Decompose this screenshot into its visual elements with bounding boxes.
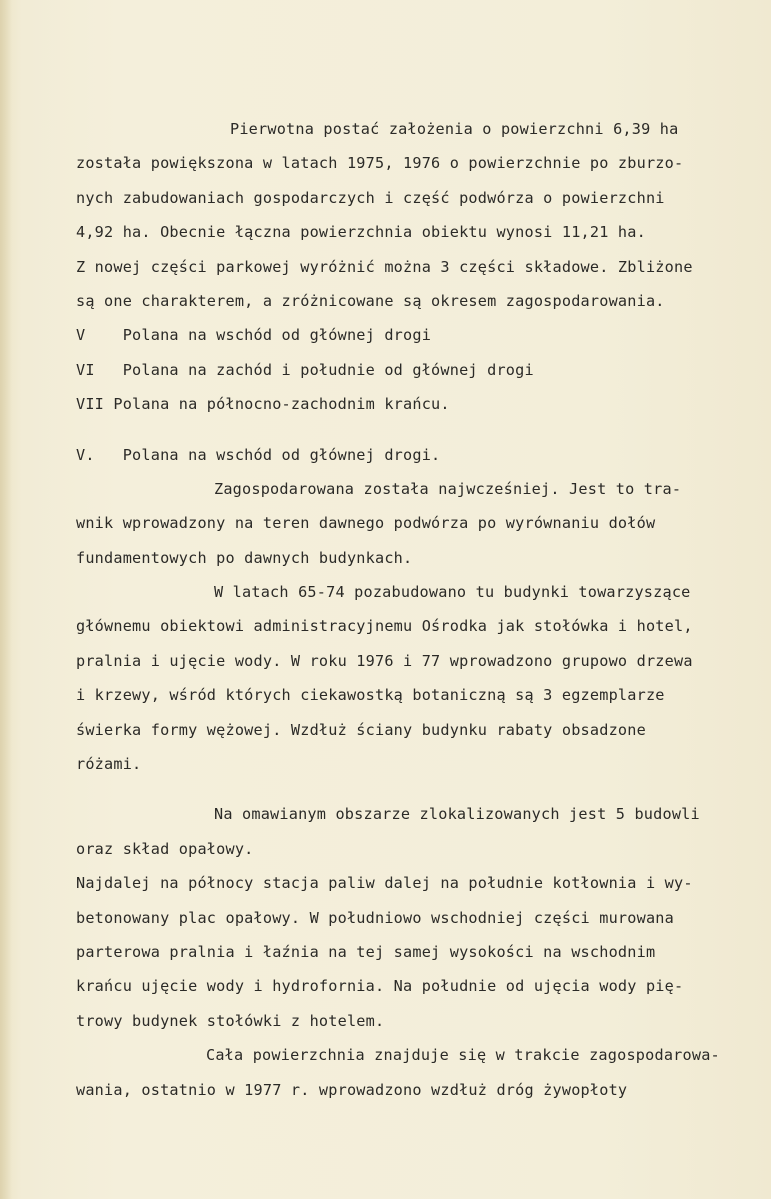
text-line: głównemu obiektowi administracyjnemu Ośrodka jak stołówka i hotel,	[76, 617, 693, 636]
text-line: Cała powierzchnia znajduje się w trakcie zagospodarowa-	[206, 1046, 720, 1065]
list-item-vi: VI Polana na zachód i południe od głównej drogi	[76, 360, 534, 379]
text-line: betonowany plac opałowy. W południowo wschodniej części murowana	[76, 908, 674, 927]
text-line: różami.	[76, 755, 142, 774]
text-line: Zagospodarowana została najwcześniej. Jest to tra-	[214, 479, 682, 498]
typewritten-text	[76, 112, 748, 1107]
text-line: 4,92 ha. Obecnie łączna powierzchnia obiektu wynosi 11,21 ha.	[76, 223, 646, 242]
page-edge-shadow	[0, 0, 12, 1199]
text-line: Na omawianym obszarze zlokalizowanych jest 5 budowli	[214, 805, 700, 824]
list-item-v: V Polana na wschód od głównej drogi	[76, 326, 432, 345]
text-line: krańcu ujęcie wody i hydrofornia. Na południe od ujęcia wody pię-	[76, 977, 684, 996]
text-line: nych zabudowaniach gospodarczych i część podwórza o powierzchni	[76, 188, 665, 207]
text-line: została powiększona w latach 1975, 1976 o powierzchnie po zburzo-	[76, 154, 684, 173]
text-line: świerka formy wężowej. Wzdłuż ściany budynku rabaty obsadzone	[76, 720, 646, 739]
text-line: parterowa pralnia i łaźnia na tej samej wysokości na wschodnim	[76, 942, 656, 961]
text-line: Z nowej części parkowej wyróżnić można 3 części składowe. Zbliżone	[76, 257, 693, 276]
text-line: pralnia i ujęcie wody. W roku 1976 i 77 wprowadzono grupowo drzewa	[76, 651, 693, 670]
text-line: i krzewy, wśród których ciekawostką botaniczną są 3 egzemplarze	[76, 686, 665, 705]
text-line: Pierwotna postać założenia o powierzchni 6,39 ha	[230, 120, 679, 138]
text-line: W latach 65-74 pozabudowano tu budynki towarzyszące	[214, 583, 691, 602]
text-line: fundamentowych po dawnych budynkach.	[76, 548, 413, 567]
text-line: wnik wprowadzony na teren dawnego podwórza po wyrównaniu dołów	[76, 514, 656, 533]
text-line: wania, ostatnio w 1977 r. wprowadzono wzdłuż dróg żywopłoty	[76, 1080, 628, 1099]
section-heading: V. Polana na wschód od głównej drogi.	[76, 445, 441, 464]
text-line: trowy budynek stołówki z hotelem.	[76, 1011, 385, 1030]
list-item-vii: VII Polana na północno-zachodnim krańcu.	[76, 395, 450, 414]
text-line: oraz skład opałowy.	[76, 839, 254, 858]
text-line: są one charakterem, a zróżnicowane są okresem zagospodarowania.	[76, 291, 665, 310]
text-line: Najdalej na północy stacja paliw dalej na południe kotłownia i wy-	[76, 874, 693, 893]
